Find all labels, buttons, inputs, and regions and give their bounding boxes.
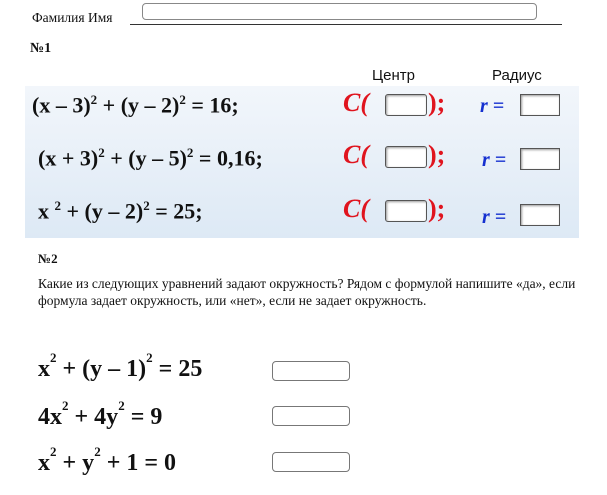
center-suffix: ); (428, 194, 446, 223)
task2-question: Какие из следующих уравнений задают окружность? Рядом с формулой напишите «да», если формула задает окружность, или «нет», если не задает окружность. (38, 276, 576, 308)
answer-input-1[interactable] (272, 361, 350, 381)
center-prefix: C( (343, 140, 369, 169)
center-input-3[interactable] (385, 200, 427, 222)
name-input[interactable] (142, 3, 537, 20)
answer-input-3[interactable] (272, 452, 350, 472)
radius-label: r = (482, 206, 507, 228)
radius-input-1[interactable] (520, 94, 560, 116)
name-label: Фамилия Имя (32, 10, 113, 25)
task2-equation-3: $x^2 + y^2 + 1 = 0$ (38, 444, 177, 476)
center-suffix: ); (428, 140, 446, 169)
task1-equation-1: (x – 3)$^2$ + (y – 2)$^2$ = 16; (32, 92, 239, 118)
center-column-header: Центр (372, 67, 415, 84)
radius-label: r = (482, 149, 507, 171)
task1-equation-3: x $^2$ + (y – 2)$^2$ = 25; (38, 198, 203, 224)
task2-number: №2 (38, 251, 58, 266)
center-input-2[interactable] (385, 146, 427, 168)
center-prefix: C( (343, 88, 369, 117)
radius-column-header: Радиус (492, 67, 542, 84)
radius-label: r = (480, 95, 505, 117)
center-prefix: C( (343, 194, 369, 223)
radius-input-3[interactable] (520, 204, 560, 226)
center-suffix: ); (428, 88, 446, 117)
radius-input-2[interactable] (520, 148, 560, 170)
center-input-1[interactable] (385, 94, 427, 116)
task2-equation-2: $4x^2 + 4y^2 = 9$ (38, 398, 163, 430)
task1-number: №1 (30, 41, 52, 56)
task2-equation-1: $x^2 + (y - 1)^2 = 25$ (38, 350, 203, 382)
answer-input-2[interactable] (272, 406, 350, 426)
name-underline (130, 24, 562, 25)
task1-equation-2: $(x + 3)^2 + (y - 5)^2 = 0,16$; (38, 145, 263, 171)
